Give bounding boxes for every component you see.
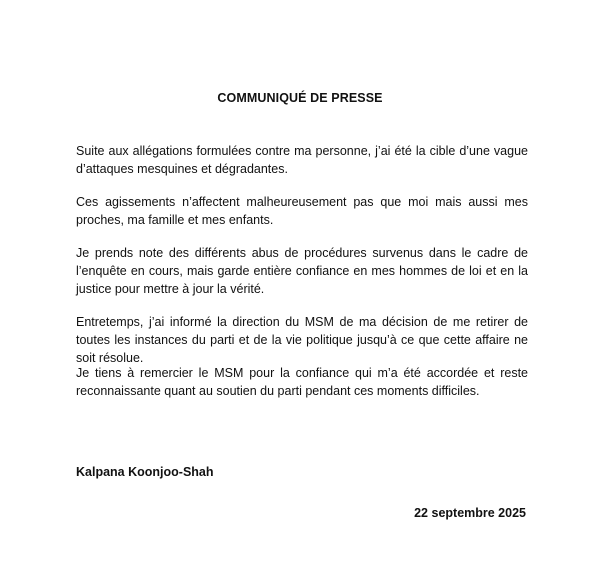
paragraph-withdrawal: Entretemps, j’ai informé la direction du MSM de ma décision de me retirer de toutes les instances du parti et de la vie politique jusqu’à ce que cette affaire ne soit résolue.	[76, 315, 528, 365]
paragraph-procedures: Je prends note des différents abus de procédures survenus dans le cadre de l’enquête en cours, mais garde entière confiance en mes hommes de loi et en la justice pour mettre à jour la vérité.	[76, 246, 528, 296]
paragraph-allegations: Suite aux allégations formulées contre ma personne, j’ai été la cible d’une vague d’attaques mesquines et dégradantes.	[76, 144, 528, 176]
signature-name: Kalpana Koonjoo-Shah	[76, 465, 214, 479]
paragraph-family-impact: Ces agissements n’affectent malheureusement pas que moi mais aussi mes proches, ma famille et mes enfants.	[76, 195, 528, 227]
document-date: 22 septembre 2025	[414, 506, 526, 520]
document-title: COMMUNIQUÉ DE PRESSE	[217, 91, 383, 105]
paragraph-thanks: Je tiens à remercier le MSM pour la confiance qui m’a été accordée et reste reconnaissante quant au soutien du parti pendant ces moments difficiles.	[76, 366, 528, 398]
